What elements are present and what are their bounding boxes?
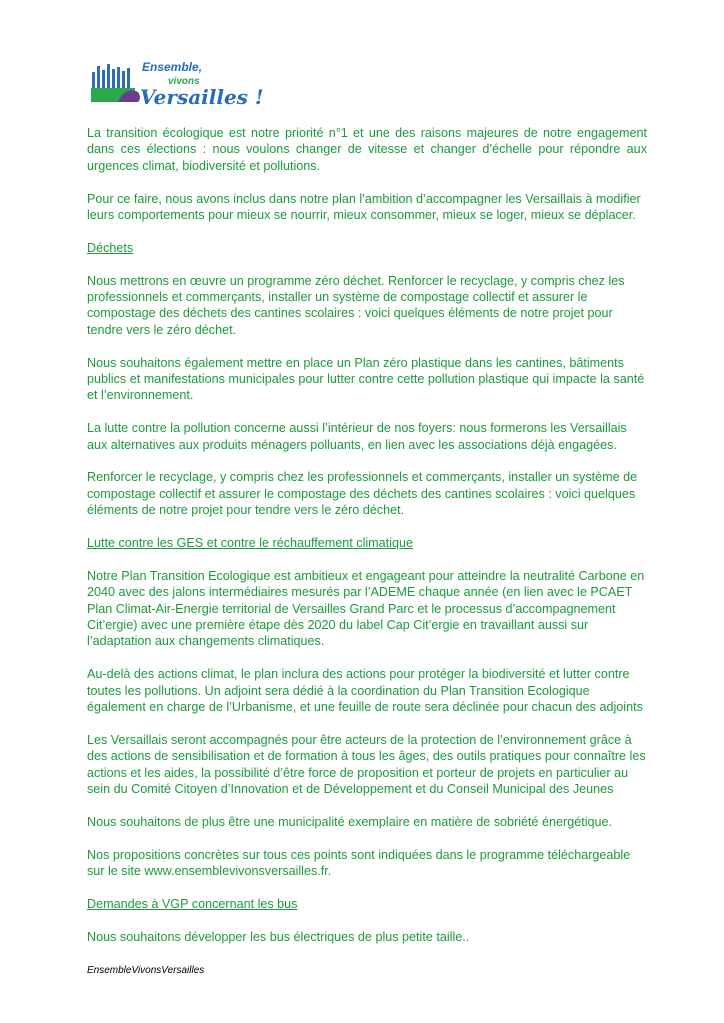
ges-paragraph-1: Notre Plan Transition Ecologique est ambitieux et engageant pour atteindre la neutralité Carbone en 2040 avec des jalons intermédiaires mesurés par l’ADEME chaque année (en lien avec le PCAET Plan Climat-Air-Energie territorial de Versailles Grand Parc et le processus d’accompagnement Cit’ergie) avec une première étape dès 2020 du label Cap Cit’ergie en travaillant aussi sur l’adaptation aux changements climatiques. xyxy=(87,568,645,649)
svg-text:Versailles !: Versailles ! xyxy=(140,85,264,109)
dechets-paragraph-3: La lutte contre la pollution concerne aussi l’intérieur de nos foyers: nous formerons les Versaillais aux alternatives aux produits ménagers polluants, en lien avec les associations déjà engagées. xyxy=(87,421,627,452)
dechets-paragraph-2: Nous souhaitons également mettre en place un Plan zéro plastique dans les cantines, bâtiments publics et manifestations municipales pour lutter contre cette pollution plastique qui impacte la santé et l’environnement. xyxy=(87,355,645,403)
logo xyxy=(90,58,264,114)
section-heading-ges: Lutte contre les GES et contre le réchauffement climatique xyxy=(87,536,413,551)
ges-paragraph-2: Au-delà des actions climat, le plan inclura des actions pour protéger la biodiversité et lutter contre toutes les pollutions. Un adjoint sera dédié à la coordination du Plan Transition Ecologique également en charge de l’Urbanisme, et une feuille de route sera déclinée pour chacun des adjoints xyxy=(87,667,643,715)
dechets-paragraph-1: Nous mettrons en œuvre un programme zéro déchet. Renforcer le recyclage, y compris chez les professionnels et commerçants, installer un système de compostage collectif et assurer le compostage des déchets des cantines scolaires : voici quelques éléments de notre projet pour tendre vers le zéro déchet. xyxy=(87,273,625,337)
dechets-paragraph-4: Renforcer le recyclage, y compris chez les professionnels et commerçants, installer un système de compostage collectif et assurer le compostage des déchets des cantines scolaires : voici quelques éléments de notre projet pour tendre vers le zéro déchet. xyxy=(87,470,638,518)
city-skyline-logo-icon xyxy=(90,58,264,114)
ges-paragraph-4: Nous souhaitons de plus être une municipalité exemplaire en matière de sobriété énergétique. xyxy=(87,814,613,829)
intro-paragraph-2: Pour ce faire, nous avons inclus dans notre plan l’ambition d’accompagner les Versaillais à modifier leurs comportements pour mieux se nourrir, mieux consommer, mieux se loger, mieux se déplacer. xyxy=(87,191,641,223)
section-heading-dechets: Déchets xyxy=(87,240,134,255)
footer-text: EnsembleVivonsVersailles xyxy=(87,965,205,976)
section-heading-bus: Demandes à VGP concernant les bus xyxy=(87,896,298,911)
bus-paragraph-1: Nous souhaitons développer les bus électriques de plus petite taille.. xyxy=(87,929,470,944)
document-body xyxy=(87,125,647,961)
svg-text:Ensemble,: Ensemble, xyxy=(142,60,203,74)
svg-text:vivons: vivons xyxy=(168,76,200,87)
intro-paragraph-1: La transition écologique est notre priorité n°1 et une des raisons majeures de notre engagement dans ces élections : nous voulons changer de vitesse et changer d’échelle pour répondre aux urgences climat, biodiversité et pollutions. xyxy=(87,126,647,173)
ges-paragraph-5: Nos propositions concrètes sur tous ces points sont indiquées dans le programme téléchargeable sur le site www.ensemblevivonsversailles.fr. xyxy=(87,847,631,879)
ges-paragraph-3: Les Versaillais seront accompagnés pour être acteurs de la protection de l’environnement grâce à des actions de sensibilisation et de formation à tous les âges, des outils pratiques pour connaître les actions et les aides, la possibilité d’être force de proposition et porteur de projets en particulier au sein du Comité Citoyen d’Innovation et de Développement et du Conseil Municipal des Jeunes xyxy=(87,732,646,797)
